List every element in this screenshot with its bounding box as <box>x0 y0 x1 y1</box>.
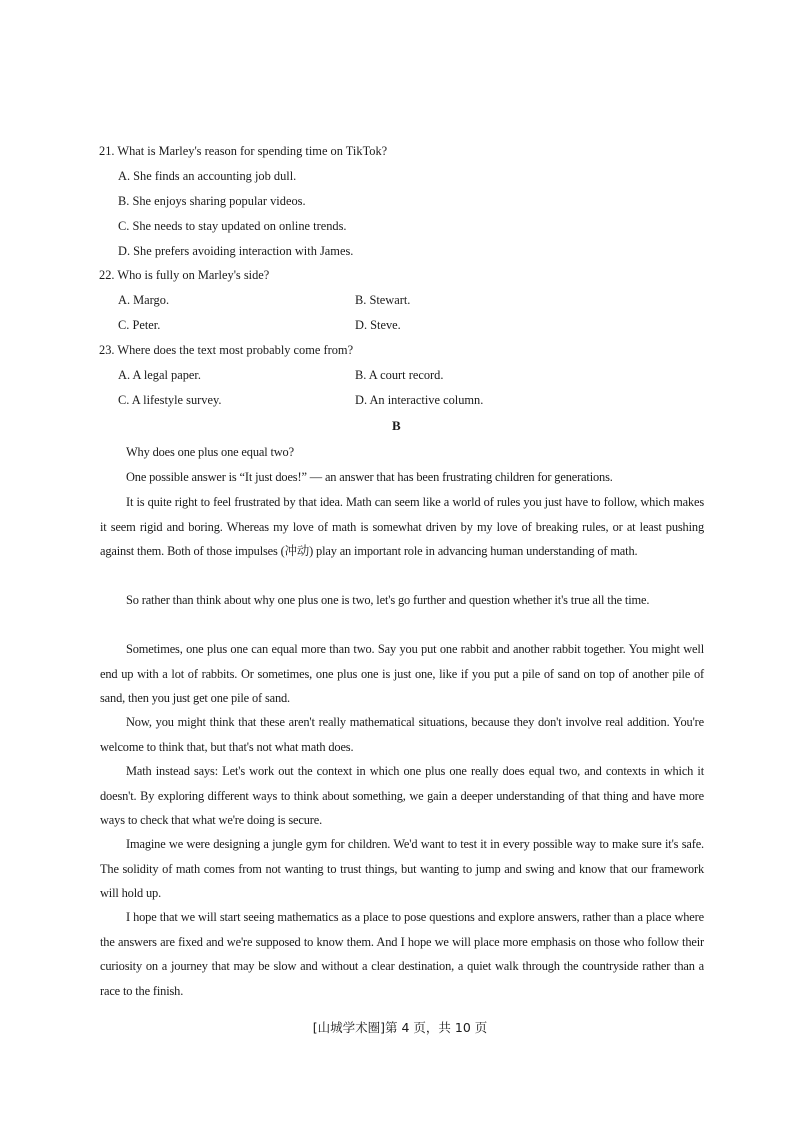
passage-paragraph-8: Imagine we were designing a jungle gym for children. We'd want to test it in every possible way to make sure it's safe. The solidity of math comes from not wanting to trust things, but wanting to jump and swing and know that our framework will hold up. <box>100 837 704 901</box>
passage-paragraph-5: Sometimes, one plus one can equal more than two. Say you put one rabbit and another rabbit together. You might well end up with a lot of rabbits. Or sometimes, one plus one is just one, like if you put a pile of sand on top of another pile of sand, then you just get one pile of sand. <box>100 642 704 706</box>
question-stem: Who is fully on Marley's side? <box>117 268 270 282</box>
passage-paragraph-4: So rather than think about why one plus one is two, let's go further and question whether it's true all the time. <box>126 593 650 607</box>
option-22-c: C. Peter. <box>118 318 161 332</box>
option-23-a: A. A legal paper. <box>118 368 201 382</box>
option-22-a: A. Margo. <box>118 293 170 307</box>
question-22 <box>99 268 719 283</box>
question-number: 22. <box>99 268 115 282</box>
question-number: 21. <box>99 144 115 158</box>
question-stem: Where does the text most probably come from? <box>117 343 354 357</box>
question-stem: What is Marley's reason for spending time on TikTok? <box>117 144 388 158</box>
option-23-c: C. A lifestyle survey. <box>118 393 222 407</box>
option-23-d: D. An interactive column. <box>355 393 484 407</box>
option-21-c: C. She needs to stay updated on online trends. <box>118 219 347 233</box>
option-22-b: B. Stewart. <box>355 293 411 307</box>
option-21-d: D. She prefers avoiding interaction with James. <box>118 244 354 258</box>
passage-paragraph-6: Now, you might think that these aren't really mathematical situations, because they don't involve real addition. You're welcome to think that, but that's not what math does. <box>100 715 704 754</box>
option-21-a: A. She finds an accounting job dull. <box>118 169 297 183</box>
option-22-d: D. Steve. <box>355 318 401 332</box>
passage-paragraph-2: One possible answer is “It just does!” — an answer that has been frustrating children for generations. <box>126 470 613 484</box>
passage-paragraph-9: I hope that we will start seeing mathematics as a place to pose questions and explore answers, rather than a place where the answers are fixed and we're supposed to know them. And I hope we will place more emphasis on those who follow their curiosity on a journey that may be slow and without a clear destination, a quiet walk through the countryside rather than a race to the finish. <box>100 910 704 998</box>
option-21-b: B. She enjoys sharing popular videos. <box>118 194 306 208</box>
question-21 <box>99 144 719 159</box>
passage-paragraph-1: Why does one plus one equal two? <box>126 445 294 459</box>
page-footer: [山城学术圈]第 4 页，共 10 页 <box>312 1020 488 1035</box>
passage-paragraph-3: It is quite right to feel frustrated by that idea. Math can seem like a world of rules you just have to follow, which makes it seem rigid and boring. Whereas my love of math is somewhat driven by my love of breaking rules, or at least pushing against them. Both of those impulses (冲动) play an important role in advancing human understanding of math. <box>100 495 704 559</box>
section-label: B <box>392 418 401 433</box>
question-number: 23. <box>99 343 115 357</box>
passage-paragraph-7: Math instead says: Let's work out the context in which one plus one really does equal two, and contexts in which it doesn't. By exploring different ways to think about something, we gain a deeper understanding of that thing and have more ways to check that what we're doing is secure. <box>100 764 704 828</box>
option-23-b: B. A court record. <box>355 368 444 382</box>
question-23 <box>99 343 719 358</box>
